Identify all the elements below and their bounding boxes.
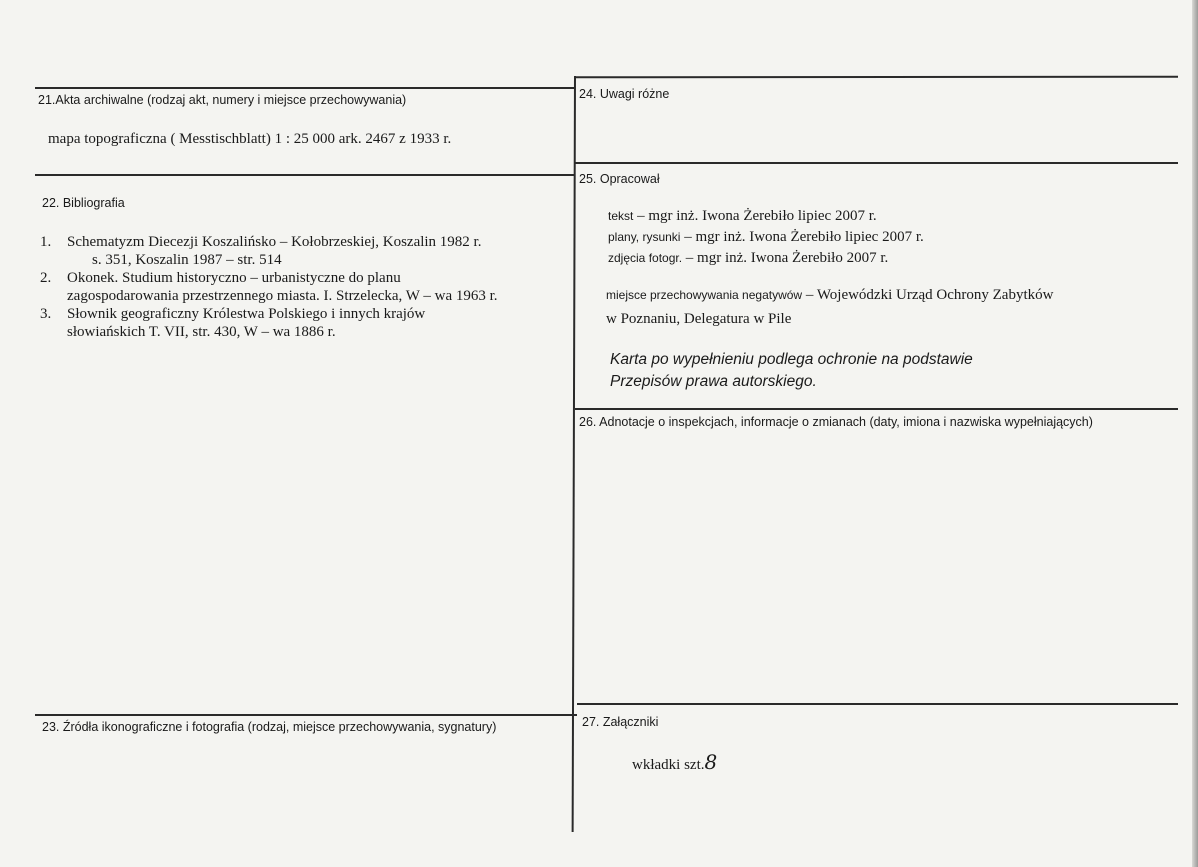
negative-storage-line <box>606 287 1053 304</box>
bibliography-item-line: Okonek. Studium historyczno – urbanistyczne do planu <box>67 270 401 286</box>
bibliography-item-line: zagospodarowania przestrzennego miasta. I. Strzelecka, W – wa 1963 r. <box>67 288 498 304</box>
negative-storage-label: miejsce przechowywania negatywów <box>606 288 803 302</box>
author-line-value: – mgr inż. Iwona Żerebiło 2007 r. <box>682 250 889 266</box>
copyright-note-line-2: Przepisów prawa autorskiego. <box>610 373 817 390</box>
rule-vertical-divider <box>572 76 576 832</box>
author-line-label: plany, rysunki <box>608 230 681 244</box>
attachments-count-handwritten: 8 <box>704 750 718 774</box>
bibliography-item-line: s. 351, Koszalin 1987 – str. 514 <box>92 252 282 268</box>
rule-top-right <box>575 76 1178 78</box>
rule-mid-right <box>575 162 1178 164</box>
section-27-heading: 27. Załączniki <box>582 715 659 729</box>
section-23-heading: 23. Źródła ikonograficzne i fotografia (rodzaj, miejsce przechowywania, sygnatury) <box>42 720 497 734</box>
rule-top-left <box>35 87 575 89</box>
bibliography-item-number: 1. <box>40 234 52 250</box>
section-25-heading: 25. Opracował <box>579 172 660 186</box>
bibliography-item-1 <box>40 233 565 269</box>
bibliography-item-line: Schematyzm Diecezji Koszalińsko – Kołobrzeskiej, Koszalin 1982 r. <box>67 234 482 250</box>
section-27-content <box>632 750 717 774</box>
author-line-photos <box>608 250 888 267</box>
author-line-value: – mgr inż. Iwona Żerebiło lipiec 2007 r. <box>633 208 877 224</box>
section-21-heading: 21.Akta archiwalne (rodzaj akt, numery i miejsce przechowywania) <box>38 93 407 107</box>
negative-storage-line-2: w Poznaniu, Delegatura w Pile <box>606 311 792 327</box>
bibliography-item-3 <box>40 305 565 341</box>
section-26-heading: 26. Adnotacje o inspekcjach, informacje o zmianach (daty, imiona i nazwiska wypełniających) <box>579 415 1093 429</box>
rule-s26-top <box>575 408 1178 410</box>
negative-storage-value: – Wojewódzki Urząd Ochrony Zabytków <box>802 287 1054 303</box>
copyright-note-line-1: Karta po wypełnieniu podlega ochronie na podstawie <box>610 351 973 368</box>
author-line-value: – mgr inż. Iwona Żerebiło lipiec 2007 r. <box>680 229 924 245</box>
bibliography-item-line: Słownik geograficzny Królestwa Polskiego i innych krajów <box>67 306 426 322</box>
author-line-plans <box>608 229 924 246</box>
attachments-label: wkładki szt. <box>632 757 705 773</box>
bibliography-item-number: 2. <box>40 270 52 286</box>
bibliography-item-number: 3. <box>40 306 52 322</box>
section-21-content: mapa topograficzna ( Messtischblatt) 1 : 25 000 ark. 2467 z 1933 r. <box>48 131 452 147</box>
rule-bottom-left <box>35 714 577 716</box>
scan-edge-shadow <box>1192 0 1198 867</box>
author-line-label: zdjęcia fotogr. <box>608 251 683 265</box>
bibliography-item-2 <box>40 269 565 305</box>
rule-bottom-right <box>577 703 1178 705</box>
author-line-text <box>608 208 877 225</box>
bibliography-list <box>40 233 565 341</box>
author-line-label: tekst <box>608 209 634 223</box>
bibliography-item-line: słowiańskich T. VII, str. 430, W – wa 1886 r. <box>67 324 336 340</box>
section-24-heading: 24. Uwagi różne <box>579 87 670 101</box>
rule-mid-left <box>35 174 575 176</box>
section-22-heading: 22. Bibliografia <box>42 196 125 210</box>
